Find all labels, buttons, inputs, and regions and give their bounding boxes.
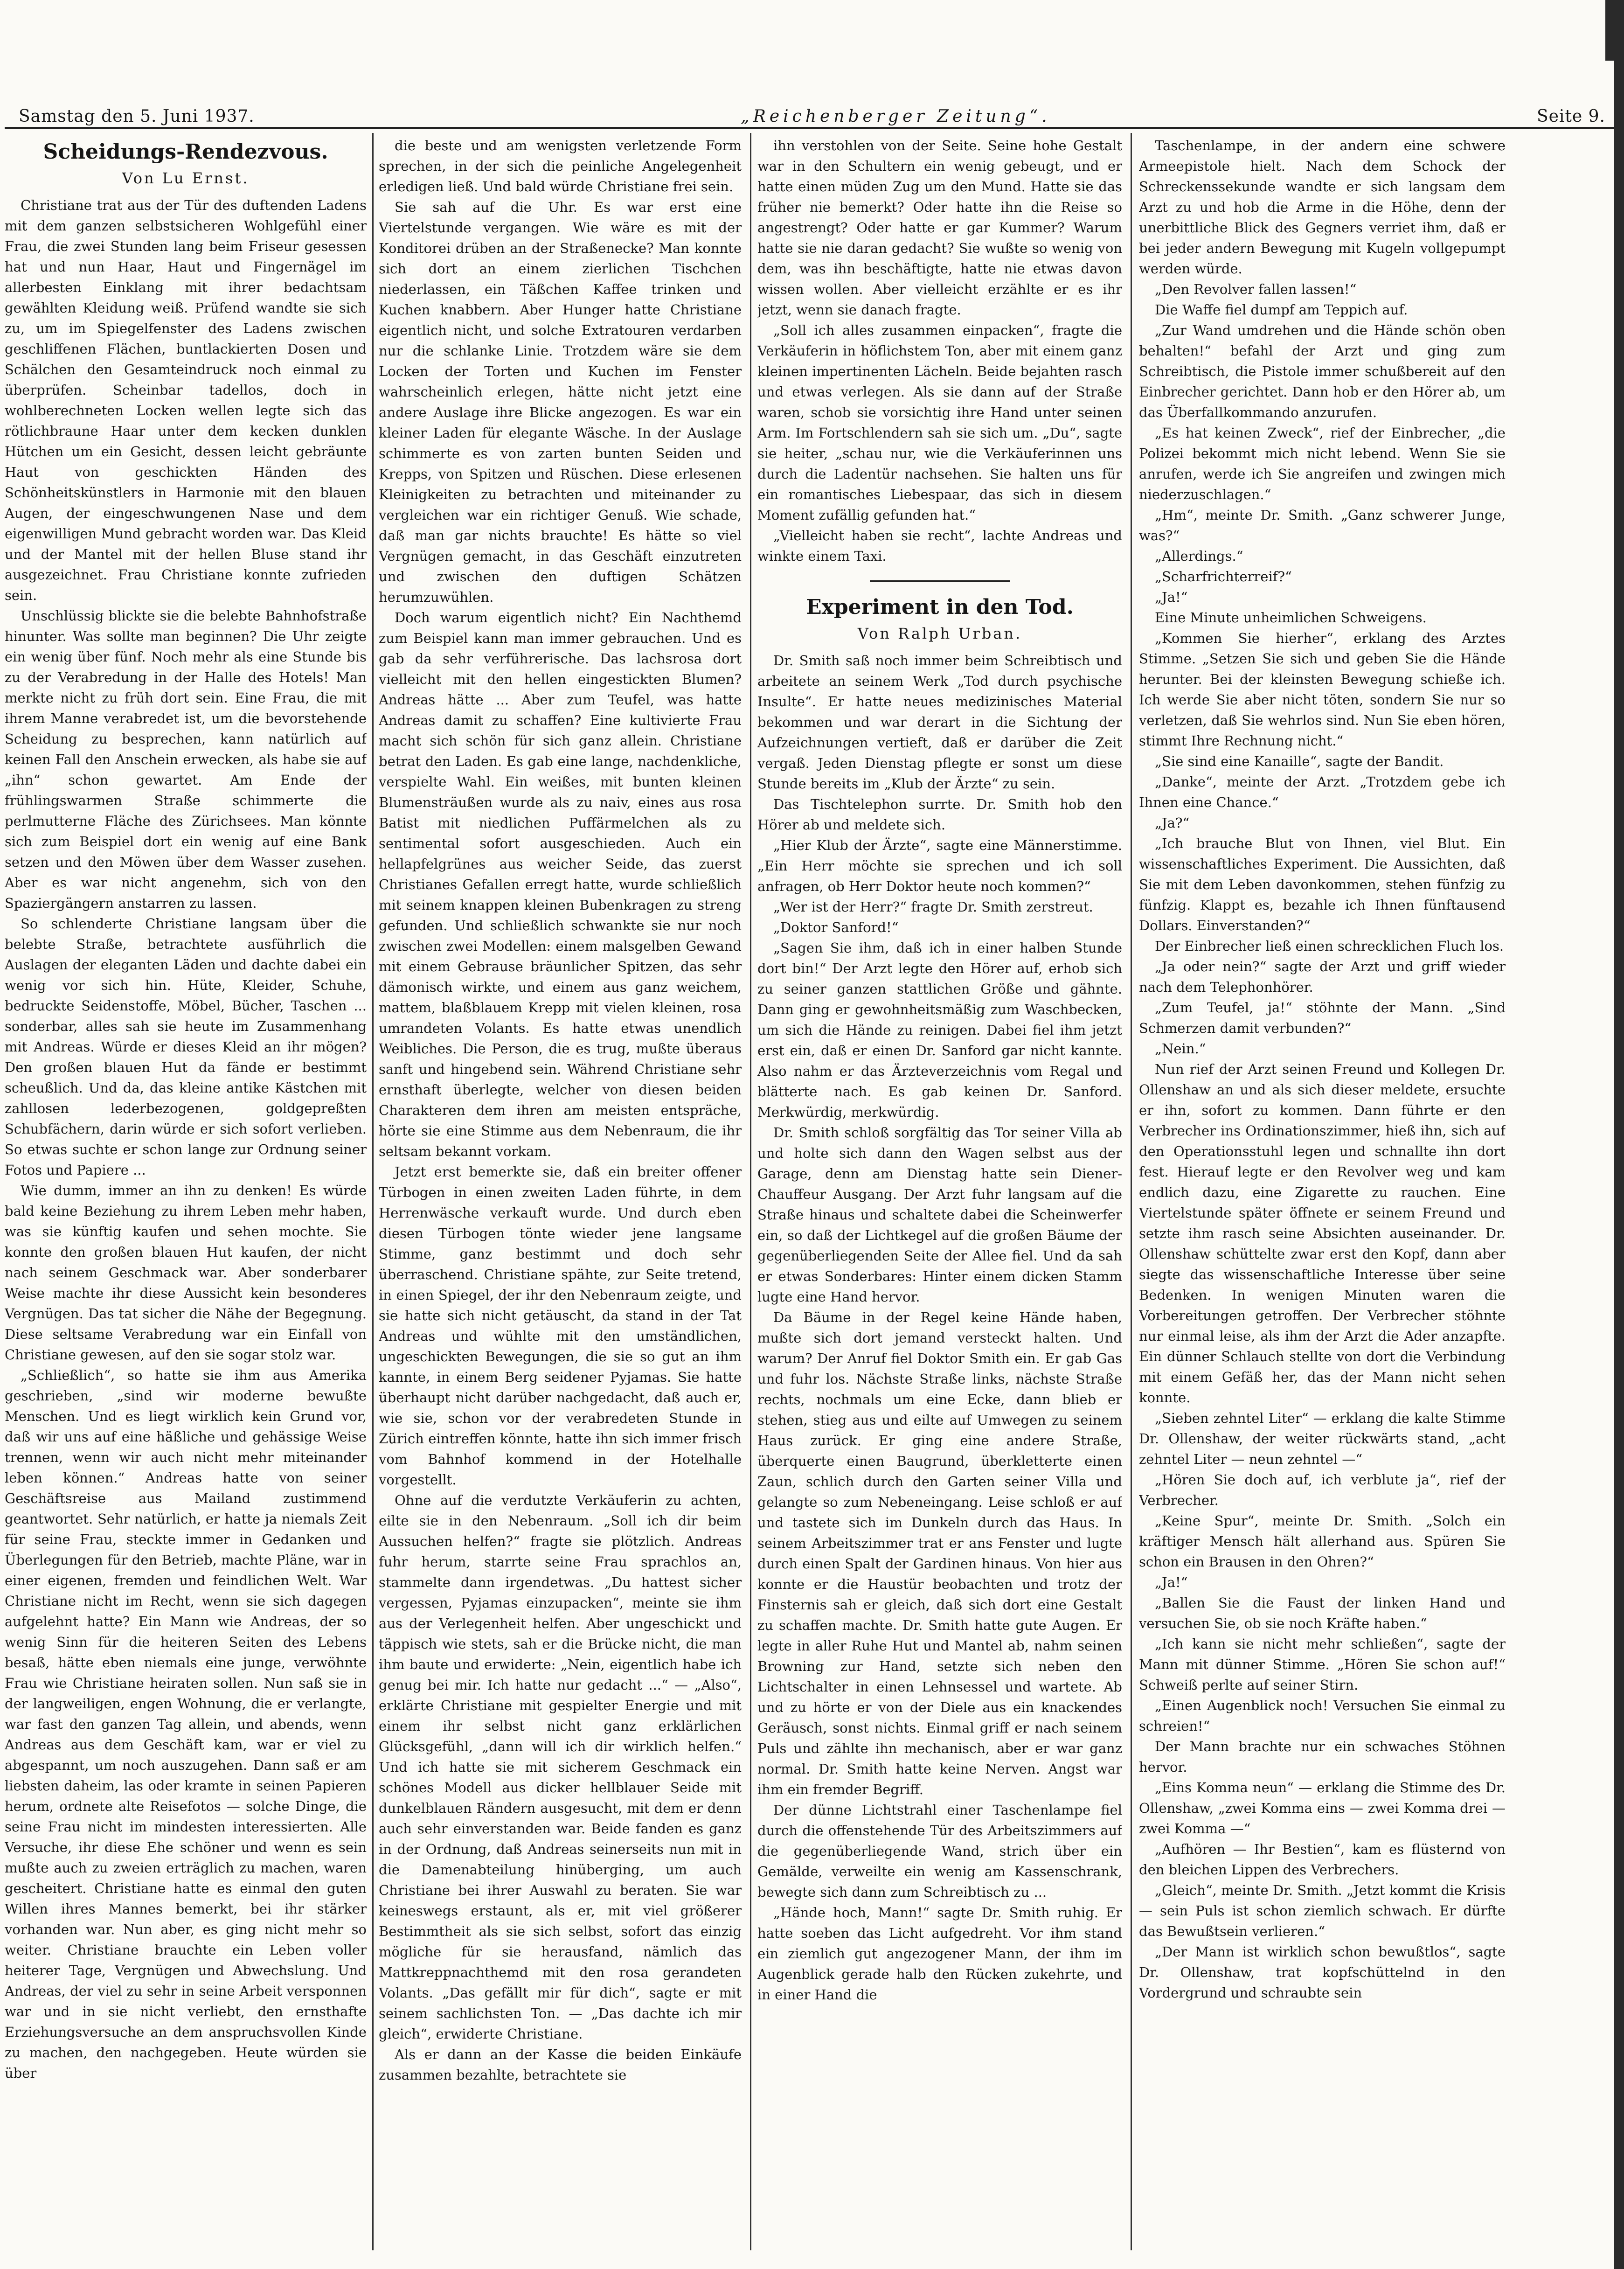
column-1: [5, 135, 367, 2250]
paragraph: Ohne auf die verdutzte Verkäuferin zu achten, eilte sie in den Nebenraum. „Soll ich dir beim Aussuchen helfen?“ fragte sie plötzlich. Andreas fuhr herum, starrte seine Frau sprachlos an, stammelte dann irgendetwas. „Du hattest sicher vergessen, Pyjamas einzupacken“, meinte sie ihm aus der Verlegenheit helfen. Aber ungeschickt und täppisch wie stets, sah er die Brücke nicht, die man ihm baute und erwiderte: „Nein, eigentlich habe ich genug bei mir. Ich hatte nur gedacht ...“ — „Also“, erklärte Christiane mit gespielter Energie und mit einem ihr selbst nicht ganz erklärlichen Glücksgefühl, „dann will ich dir wirklich helfen.“ Und ich hatte sie mit sicherem Geschmack ein schönes Modell aus dicker hellblauer Seide mit dunkelblauen Rändern ausgesucht, mit dem er denn auch sehr einverstanden war. Beide fanden es ganz in der Ordnung, daß Andreas seinerseits nun mit in die Damenabteilung hinüberging, um auch Christiane bei ihrer Auswahl zu beraten. Sie war keineswegs erstaunt, als er, mit viel größerer Bestimmtheit als sie sich selbst, sofort das einzig mögliche für sie herausfand, nämlich das Mattkreppnachthemd mit den rosa gerandeten Volants. „Das gefällt mir für dich“, sagte er mit seinem sachlichsten Ton. — „Das dachte ich mir gleich“, erwiderte Christiane.: [379, 1492, 742, 2042]
paragraph: Der Einbrecher ließ einen schrecklichen Fluch los.: [1155, 938, 1504, 954]
header-rule: [5, 127, 1615, 129]
paragraph: „Gleich“, meinte Dr. Smith. „Jetzt kommt die Krisis — sein Puls ist schon ziemlich schwach. Er dürfte das Bewußtsein verlieren.“: [1139, 1882, 1506, 1939]
story-byline: Von Ralph Urban.: [857, 625, 1022, 642]
header-date: Samstag den 5. Juni 1937.: [19, 107, 255, 126]
header-page-number: Seite 9.: [1536, 107, 1605, 126]
paragraph: „Ja!“: [1155, 1574, 1188, 1590]
paragraph: Sie sah auf die Uhr. Es war erst eine Viertelstunde vergangen. Wie wäre es mit der Konditorei drüben an der Straßenecke? Man konnte sich dort an einem zierlichen Tischchen niederlassen, ein Täßchen Kaffee trinken und Kuchen knabbern. Aber Hunger hatte Christiane eigentlich nicht, und solche Extratouren verdarben nur die schlanke Linie. Trotzdem wäre sie dem Locken der Torten und Kuchen im Fenster wahrscheinlich erlegen, hätte nicht jetzt eine andere Auslage ihre Blicke angezogen. Es war ein kleiner Laden für elegante Wäsche. In der Auslage schimmerte es von zarten bunten Seiden und Krepps, von Spitzen und Rüschen. Diese erlesenen Kleinigkeiten zu betrachten und miteinander zu vergleichen war ein richtiger Genuß. Wie schade, daß man gar nichts brauchte! Es hätte so viel Vergnügen gemacht, in das Geschäft einzutreten und zwischen den duftigen Schätzen herumzuwühlen.: [379, 199, 742, 605]
paragraph: Taschenlampe, in der andern eine schwere Armeepistole hielt. Nach dem Schock der Schreckenssekunde wandte er sich langsam dem Arzt zu und hob die Arme in die Höhe, denn der unerbittliche Blick des Gegners verriet ihm, daß er bei jeder andern Bewegung mit Kugeln vollgepumpt werden würde.: [1139, 138, 1506, 277]
paragraph: „Es hat keinen Zweck“, rief der Einbrecher, „die Polizei bekommt mich nicht lebend. Wenn Sie sie anrufen, werde ich Sie angreifen und zwingen mich niederzuschlagen.“: [1139, 425, 1506, 502]
paragraph: „Ich kann sie nicht mehr schließen“, sagte der Mann mit dünner Stimme. „Hören Sie schon auf!“ Schweiß perlte auf seiner Stirn.: [1139, 1636, 1506, 1693]
paragraph: „Hände hoch, Mann!“ sagte Dr. Smith ruhig. Er hatte soeben das Licht aufgedreht. Vor ihm stand ein ziemlich gut angezogener Mann, der ihm im Augenblick gerade halb den Rücken zukehrte, und in einer Hand die: [757, 1905, 1122, 2003]
paragraph: Da Bäume in der Regel keine Hände haben, mußte sich dort jemand versteckt halten. Und warum? Der Anruf fiel Doktor Smith ein. Er gab Gas und fuhr los. Nächste Straße links, nächste Straße rechts, nochmals um eine Ecke, dann blieb er stehen, stieg aus und eilte auf Umwegen zu seinem Haus zurück. Er ging eine andere Straße, überquerte einen Baugrund, überkletterte einen Zaun, schlich durch den Garten seiner Villa und gelangte so zum Nebeneingang. Leise schloß er auf und tastete sich im Dunkeln durch das Haus. In seinem Arbeitszimmer trat er ans Fenster und lugte durch einen Spalt der Gardinen hinaus. Von hier aus konnte er die Haustür beobachten und trotz der Finsternis sah er gleich, daß sich dort eine Gestalt zu schaffen machte. Dr. Smith hatte gute Augen. Er legte in aller Ruhe Hut und Mantel ab, nahm seinen Browning zur Hand, setzte sich neben den Lichtschalter in einen Lehnsessel und wartete. Ab und zu hörte er von der Diele aus ein knackendes Geräusch, sonst nichts. Einmal griff er nach seinem Puls und zählte ihn mechanisch, aber er war ganz normal. Dr. Smith hatte keine Nerven. Angst war ihm ein fremder Begriff.: [757, 1309, 1122, 1797]
paragraph: Der dünne Lichtstrahl einer Taschenlampe fiel durch die offenstehende Tür des Arbeitszimmers auf die gegenüberliegende Wand, strich über ein Gemälde, verweilte ein wenig am Kassenschrank, bewegte sich dann zum Schreibtisch zu ...: [757, 1802, 1122, 1900]
paragraph: Der Mann brachte nur ein schwaches Stöhnen hervor.: [1139, 1739, 1506, 1775]
story-body: [1139, 135, 1506, 2003]
paragraph: „Hm“, meinte Dr. Smith. „Ganz schwerer Junge, was?“: [1139, 507, 1506, 543]
paragraph: Dr. Smith schloß sorgfältig das Tor seiner Villa ab und holte sich dann den Wagen selbst aus der Garage, denn am Dienstag hatte sein Diener-Chauffeur Ausgang. Der Arzt fuhr langsam auf die Straße hinaus und schaltete dabei die Scheinwerfer ein, so daß der Lichtkegel auf die großen Bäume der gegenüberliegenden Seite der Allee fiel. Und da sah er etwas Sonderbares: Hinter einem dicken Stamm lugte eine Hand hervor.: [757, 1125, 1122, 1305]
story-body: [757, 650, 1122, 2005]
column-2: [379, 135, 742, 2250]
paragraph: „Wer ist der Herr?“ fragte Dr. Smith zerstreut.: [773, 899, 1093, 915]
paragraph: „Der Mann ist wirklich schon bewußtlos“, sagte Dr. Ollenshaw, trat kopfschüttelnd in den Vordergrund und schraubte sein: [1139, 1944, 1506, 2001]
paragraph: „Kommen Sie hierher“, erklang des Arztes Stimme. „Setzen Sie sich und geben Sie die Hände herunter. Bei der kleinsten Bewegung schieße ich. Ich werde Sie aber nicht töten, sondern Sie nur so verletzen, daß Sie wehrlos sind. Nun Sie eben hören, stimmt Ihre Rechnung nicht.“: [1139, 630, 1506, 749]
paragraph: „Sie sind eine Kanaille“, sagte der Bandit.: [1155, 753, 1444, 769]
paragraph: „Vielleicht haben sie recht“, lachte Andreas und winkte einem Taxi.: [757, 528, 1122, 564]
column-rule: [750, 133, 751, 2250]
header-masthead: „Reichenberger Zeitung“.: [741, 107, 1051, 126]
paragraph: Das Tischtelephon surrte. Dr. Smith hob den Hörer ab und meldete sich.: [757, 796, 1122, 833]
paragraph: „Allerdings.“: [1155, 548, 1243, 564]
paragraph: ihn verstohlen von der Seite. Seine hohe Gestalt war in den Schultern ein wenig gebeugt, und er hatte einen müden Zug um den Mund. Hatte sie das früher nie bemerkt? Oder hatte ihn die Reise so angestrengt? Oder hatte er gar Kummer? Warum hatte sie nie daran gedacht? Sie wußte so wenig von dem, was ihn beschäftigte, hatte nie etwas davon wissen wollen. Aber vielleicht erzählte er es ihr jetzt, wenn sie danach fragte.: [757, 138, 1122, 318]
paragraph: „Sieben zehntel Liter“ — erklang die kalte Stimme Dr. Ollenshaw, der weiter rückwärts stand, „acht zehntel Liter — neun zehntel —“: [1139, 1410, 1506, 1467]
paragraph: „Zum Teufel, ja!“ stöhnte der Mann. „Sind Schmerzen damit verbunden?“: [1139, 1000, 1506, 1036]
paragraph: „Den Revolver fallen lassen!“: [1155, 281, 1357, 297]
story-body: [379, 135, 742, 2085]
paragraph: „Ja!“: [1155, 589, 1188, 605]
paragraph: „Ich brauche Blut von Ihnen, viel Blut. Ein wissenschaftliches Experiment. Die Aussichten, daß Sie mit dem Leben davonkommen, stehen fünfzig zu fünfzig. Klappt es, bezahle ich Ihnen fünftausend Dollars. Einverstanden?“: [1139, 835, 1506, 933]
paragraph: Nun rief der Arzt seinen Freund und Kollegen Dr. Ollenshaw an und als sich dieser meldete, ersuchte er ihn, sofort zu kommen. Dann führte er den Verbrecher ins Ordinationszimmer, hieß ihn, sich auf den Operationsstuhl legen und schnallte ihn dort fest. Hierauf legte er den Revolver weg und kam endlich dazu, eine Zigarette zu rauchen. Eine Viertelstunde später öffnete er seinem Freund und setzte ihm rasch seine Absichten auseinander. Dr. Ollenshaw schüttelte zwar erst den Kopf, dann aber siegte das wissenschaftliche Interesse über seine Bedenken. In wenigen Minuten waren die Vorbereitungen getroffen. Der Verbrecher stöhnte nur einmal leise, als ihm der Arzt die Ader anzapfte. Ein dünner Schlauch stellte von dort die Verbindung mit einem Gefäß her, das der Mann nicht sehen konnte.: [1139, 1061, 1506, 1406]
paragraph: „Eins Komma neun“ — erklang die Stimme des Dr. Ollenshaw, „zwei Komma eins — zwei Komma drei — zwei Komma —“: [1139, 1780, 1506, 1837]
paragraph: Unschlüssig blickte sie die belebte Bahnhofstraße hinunter. Was sollte man beginnen? Die Uhr zeigte ein wenig über fünf. Noch mehr als eine Stunde bis zu der Verabredung in der Halle des Hotels! Man merkte nicht zu früh dort sein. Eine Frau, die mit ihrem Manne verabredet ist, um die bevorstehende Scheidung zu besprechen, kann natürlich auf keinen Fall den Anschein erwecken, als habe sie auf „ihn“ schon gewartet. Am Ende der frühlingswarmen Straße schimmerte die perlmutterne Fläche des Zürichsees. Man könnte sich zum Beispiel dort ein wenig auf eine Bank setzen und den Möwen über dem Wasser zusehen. Aber es war nicht angenehm, sich von den Spaziergängern anstarren zu lassen.: [5, 608, 367, 911]
story-divider: [870, 580, 1010, 582]
paragraph: „Hören Sie doch auf, ich verblute ja“, rief der Verbrecher.: [1139, 1472, 1506, 1508]
column-rule: [372, 133, 374, 2250]
paragraph: die beste und am wenigsten verletzende Form sprechen, in der sich die peinliche Angelegenheit erledigen ließ. Und bald würde Christiane frei sein.: [379, 138, 742, 195]
column-4: [1139, 135, 1506, 2250]
story-title: Experiment in den Tod.: [806, 595, 1074, 619]
paragraph: „Nein.“: [1155, 1041, 1206, 1057]
story-body: [5, 195, 367, 2083]
paragraph: Christiane trat aus der Tür des duftenden Ladens mit dem ganzen selbstsicheren Wohlgefühl einer Frau, die zwei Stunden lang beim Friseur gesessen hat und nun Haar, Haut und Fingernägel im allerbesten Einklang mit ihrer bedachtsam gewählten Kleidung weiß. Prüfend wandte sie sich zu, um im Spiegelfenster des Ladens zwischen geschliffenen Flächen, buntlackierten Dosen und Schälchen den Gesamteindruck noch einmal zu überprüfen. Scheinbar tadellos, doch in wohlberechneten Locken wellen legte sich das rötlichbraune Haar unter dem kecken dunklen Hütchen um ein Gesicht, dessen leicht gebräunte Haut von geschickten Händen des Schönheitskünstlers in Harmonie mit den blauen Augen, der eingeschwungenen Nase und dem eigenwilligen Mund gebracht worden war. Das Kleid und der Mantel mit der hellen Bluse stand ihr ausgezeichnet. Frau Christiane konnte zufrieden sein.: [5, 197, 367, 603]
paragraph: Eine Minute unheimlichen Schweigens.: [1155, 610, 1427, 626]
paragraph: „Ja?“: [1155, 815, 1190, 831]
paragraph: „Ja oder nein?“ sagte der Arzt und griff wieder nach dem Telephonhörer.: [1139, 959, 1506, 995]
paragraph: „Hier Klub der Ärzte“, sagte eine Männerstimme. „Ein Herr möchte sie sprechen und ich soll anfragen, ob Herr Doktor heute noch kommen?“: [757, 837, 1122, 894]
paragraph: „Doktor Sanford!“: [773, 919, 899, 935]
paragraph: „Soll ich alles zusammen einpacken“, fragte die Verkäuferin in höflichstem Ton, aber mit einem ganz kleinen impertinenten Lächeln. Beide bejahten rasch und etwas verlegen. Als sie dann auf der Straße waren, schob sie vorsichtig ihre Hand unter seinen Arm. Im Fortschlendern sah sie sich um. „Du“, sagte sie heiter, „schau nur, wie die Verkäuferinnen uns durch die Ladentür nachsehen. Sie halten uns für ein romantisches Liebespaar, das sich in diesem Moment zufällig gefunden hat.“: [757, 322, 1122, 523]
paragraph: „Sagen Sie ihm, daß ich in einer halben Stunde dort bin!“ Der Arzt legte den Hörer auf, erhob sich zu seiner ganzen stattlichen Größe und gähnte. Dann ging er gewohnheitsmäßig zum Waschbecken, um sich die Hände zu reinigen. Dabei fiel ihm jetzt erst ein, daß er einen Dr. Sanford gar nicht kannte. Also nahm er das Ärzteverzeichnis vom Regal und blätterte nach. Es gab keinen Dr. Sanford. Merkwürdig, merkwürdig.: [757, 940, 1122, 1120]
column-3: [757, 135, 1122, 2250]
scan-edge: [1614, 0, 1624, 2269]
paragraph: „Ballen Sie die Faust der linken Hand und versuchen Sie, ob sie noch Kräfte haben.“: [1139, 1595, 1506, 1631]
paragraph: „Einen Augenblick noch! Versuchen Sie einmal zu schreien!“: [1139, 1698, 1506, 1734]
story-body: [757, 135, 1122, 566]
paragraph: Doch warum eigentlich nicht? Ein Nachthemd zum Beispiel kann man immer gebrauchen. Und es gab da sehr verführerische. Das lachsrosa dort vielleicht mit den hellen eingestickten Blumen? Andreas hätte ... Aber zum Teufel, was hatte Andreas damit zu schaffen? Eine kultivierte Frau macht sich schön für sich ganz allein. Christiane betrat den Laden. Es gab eine lange, nachdenkliche, verspielte Wahl. Ein weißes, mit bunten kleinen Blumensträußen wurde als zu naiv, eines aus rosa Batist mit niedlichen Puffärmelchen als zu sentimental sofort ausgeschieden. Auch ein hellapfelgrünes aus weicher Seide, das zuerst Christianes Gefallen erregt hatte, wurde schließlich mit seinem knappen kleinen Bubenkragen zu streng gefunden. Und schließlich schwankte sie nur noch zwischen zwei Modellen: einem malsgelben Gewand mit einem Gebrause bräunlicher Spitzen, das sehr dämonisch wirkte, und einem aus ganz weichem, mattem, blaßblauem Krepp mit vielen kleinen, rosa umrandeten Volants. Es hatte etwas unendlich Weibliches. Die Person, die es trug, mußte überaus sanft und hingebend sein. Während Christiane sehr ernsthaft überlegte, welcher von diesen beiden Charakteren dem ihren am meisten entspräche, hörte sie eine Stimme aus dem Nebenraum, die ihr seltsam bekannt vorkam.: [379, 610, 742, 1159]
paragraph: „Danke“, meinte der Arzt. „Trotzdem gebe ich Ihnen eine Chance.“: [1139, 774, 1506, 810]
paragraph: Jetzt erst bemerkte sie, daß ein breiter offener Türbogen in einen zweiten Laden führte, in dem Herrenwäsche verkauft wurde. Und durch eben diesen Türbogen tönte wieder jene langsame Stimme, ganz bestimmt und doch sehr überraschend. Christiane spähte, zur Seite tretend, in einen Spiegel, der ihr den Nebenraum zeigte, und sie hatte sich nicht getäuscht, da stand in der Tat Andreas und wühlte mit den umständlichen, ungeschickten Bewegungen, die sie so gut an ihm kannte, in einem Berg seidener Pyjamas. Sie hatte überhaupt nicht darüber nachgedacht, daß auch er, wie sie, schon vor der verabredeten Stunde in Zürich eintreffen könnte, hatte ihn sich immer frisch vom Bahnhof kommend in der Hotelhalle vorgestellt.: [379, 1164, 742, 1488]
story-title: Scheidungs-Rendezvous.: [43, 140, 328, 164]
scan-edge: [1605, 0, 1614, 61]
story-byline: Von Lu Ernst.: [122, 169, 250, 187]
paragraph: „Aufhören — Ihr Bestien“, kam es flüsternd von den bleichen Lippen des Verbrechers.: [1139, 1841, 1506, 1878]
column-rule: [1131, 133, 1132, 2250]
paragraph: „Schließlich“, so hatte sie ihm aus Amerika geschrieben, „sind wir moderne bewußte Menschen. Und es liegt wirklich kein Grund vor, daß wir uns auf eine häßliche und gehässige Weise trennen, wenn wir auch nicht mehr miteinander leben können.“ Andreas hatte von seiner Geschäftsreise aus Mailand zustimmend geantwortet. Sehr natürlich, er hatte ja niemals Zeit für seine Frau, steckte immer in Gedanken und Überlegungen für den Betrieb, machte Pläne, war in einer eigenen, fremden und feindlichen Welt. War Christiane nicht im Recht, wenn sie sich dagegen aufgelehnt hatte? Ein Mann wie Andreas, der so wenig Sinn für die heiteren Seiten des Lebens besaß, hätte eben niemals eine junge, verwöhnte Frau wie Christiane heiraten sollen. Nun saß sie in der langweiligen, engen Wohnung, die er verlangte, war fast den ganzen Tag allein, und abends, wenn Andreas aus dem Geschäft kam, war er viel zu abgespannt, um noch auszugehen. Dann saß er am liebsten daheim, las oder kramte in seinen Papieren herum, ordnete alte Reisefotos — solche Dinge, die seine Frau nicht im mindesten interessierten. Alle Versuche, ihr diese Ehe schöner und wenn es sein mußte auch zu zweien erträglich zu machen, waren gescheitert. Christiane hatte es einmal den guten Willen ihres Mannes bemerkt, bei ihr stärker vorhanden war. Nun aber, es ging nicht mehr so weiter. Christiane brauchte ein Leben voller heiterer Tage, Vergnügen und Abwechslung. Und Andreas, der viel zu sehr in seine Arbeit versponnen war und in sie nicht verliebt, den ernsthafte Erziehungsversuche an dem anspruchsvollen Kinde zu machen, den nachgegeben. Heute würden sie über: [5, 1367, 367, 2081]
paragraph: Die Waffe fiel dumpf am Teppich auf.: [1155, 302, 1408, 318]
paragraph: Als er dann an der Kasse die beiden Einkäufe zusammen bezahlte, betrachtete sie: [379, 2046, 742, 2083]
paragraph: Dr. Smith saß noch immer beim Schreibtisch und arbeitete an seinem Werk „Tod durch psychische Insulte“. Er hatte neues medizinisches Material bekommen und war derart in die Sichtung der Aufzeichnungen vertieft, daß er darüber die Zeit vergaß. Jeden Dienstag pflegte er sonst um diese Stunde bereits im „Klub der Ärzte“ zu sein.: [757, 653, 1122, 792]
paragraph: So schlenderte Christiane langsam über die belebte Straße, betrachtete ausführlich die Auslagen der eleganten Läden und dachte dabei ein wenig vor sich hin. Hüte, Kleider, Schuhe, bedruckte Seidenstoffe, Möbel, Bücher, Taschen ... sonderbar, alles sah sie heute im Zusammenhang mit Andreas. Würde er dieses Kleid an ihr mögen? Den großen blauen Hut da fände er bestimmt scheußlich. Und da, das kleine antike Kästchen mit zahllosen lederbezogenen, goldgepreßten Schubfächern, darin würde er sich sofort verlieben. So etwas suchte er schon lange zur Ordnung seiner Fotos und Papiere ...: [5, 916, 367, 1178]
paragraph: „Keine Spur“, meinte Dr. Smith. „Solch ein kräftiger Mensch hält allerhand aus. Spüren Sie schon ein Brausen in den Ohren?“: [1139, 1513, 1506, 1570]
paragraph: „Zur Wand umdrehen und die Hände schön oben behalten!“ befahl der Arzt und ging zum Schreibtisch, die Pistole immer schußbereit auf den Einbrecher gerichtet. Dann hob er den Hörer ab, um das Überfallkommando anzurufen.: [1139, 322, 1506, 420]
page-header: [19, 98, 1605, 126]
paragraph: „Scharfrichterreif?“: [1155, 569, 1292, 585]
paragraph: Wie dumm, immer an ihn zu denken! Es würde bald keine Beziehung zu ihrem Leben mehr haben, was sie künftig kaufen und sehen mochte. Sie konnte den großen blauen Hut kaufen, der nicht nach seinem Geschmack war. Aber sonderbarer Weise machte ihr diese Aussicht kein besonderes Vergnügen. Das tat sicher die Nähe der Begegnung. Diese seltsame Verabredung war ein Einfall von Christiane gewesen, auf den sie sogar stolz war.: [5, 1183, 367, 1363]
